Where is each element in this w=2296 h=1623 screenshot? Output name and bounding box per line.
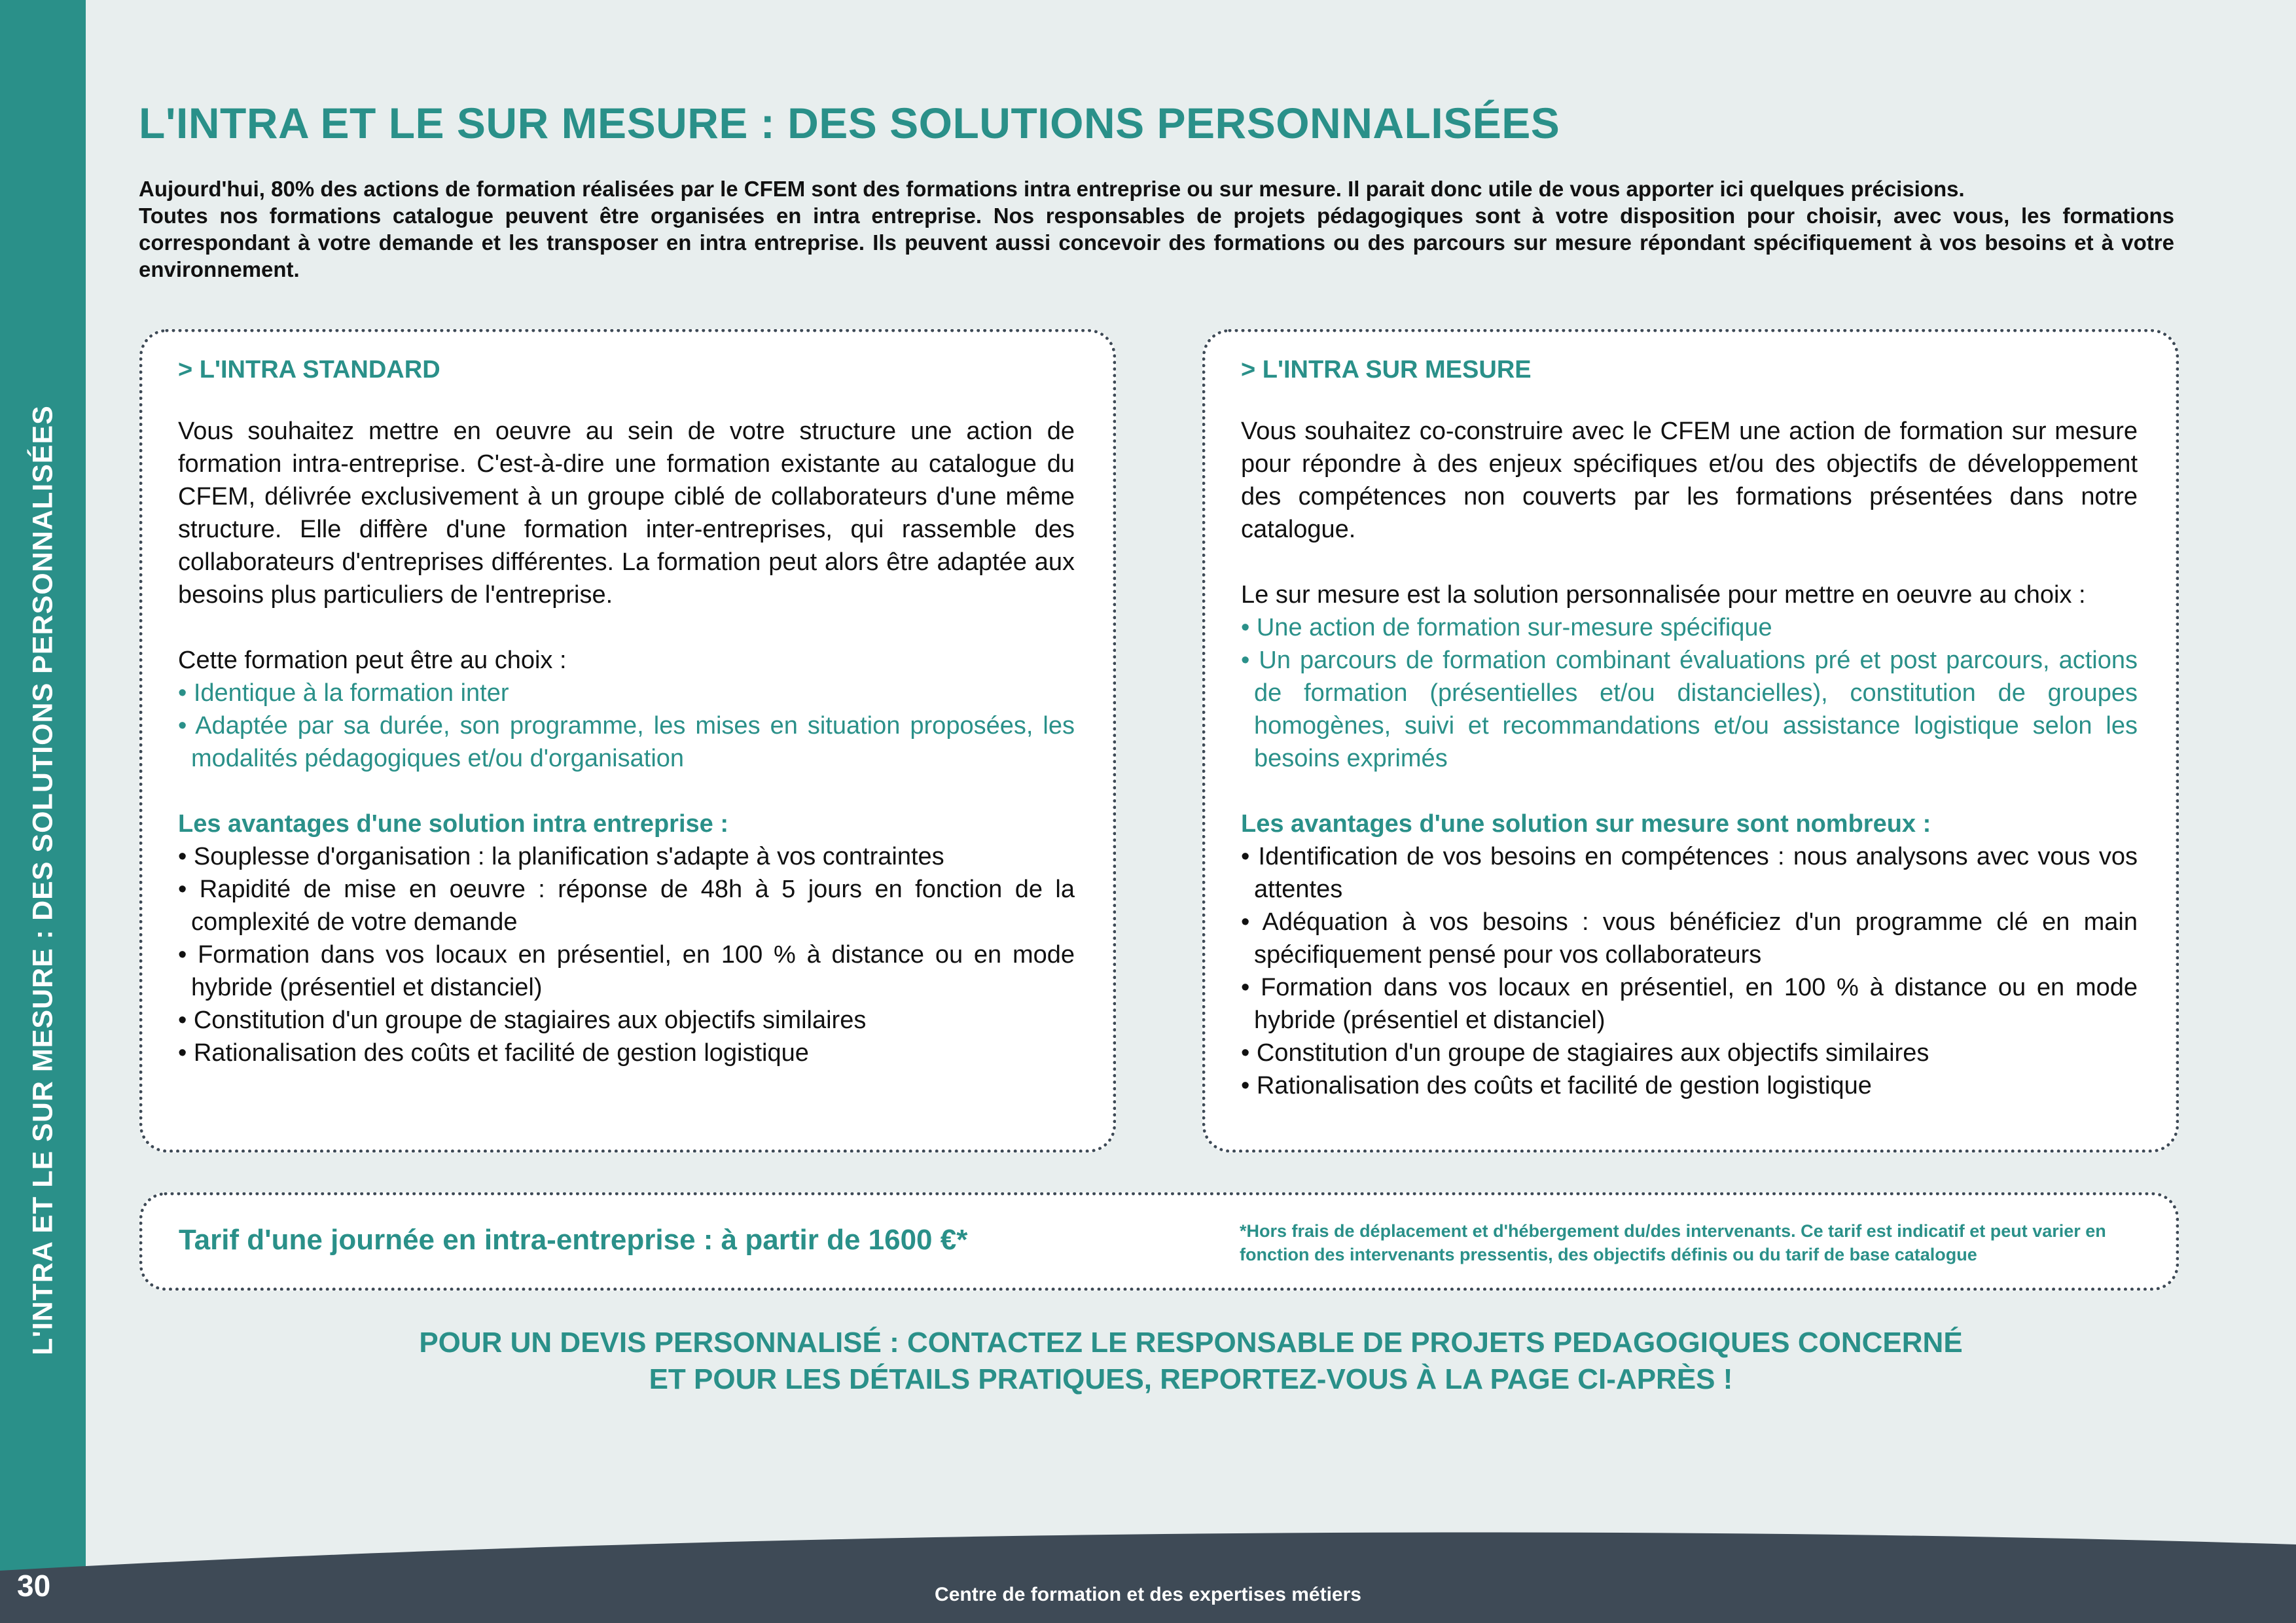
- list-item: • Constitution d'un groupe de stagiaires aux objectifs similaires: [1241, 1039, 1929, 1067]
- intro-text: [139, 175, 2174, 283]
- intra-sur-mesure-advantages: [1238, 840, 2138, 1102]
- page-number: 30: [17, 1569, 51, 1603]
- footer-band: [0, 1525, 2296, 1623]
- intra-sur-mesure-choices: [1238, 611, 2138, 775]
- tarif-note: *Hors frais de déplacement et d'hébergement du/des intervenants. Ce tarif est indicatif et peut varier en fonction des intervenants pressentis, des objectifs définis ou du tarif de base catalogue: [1240, 1221, 2106, 1264]
- intra-standard-choice-intro: Cette formation peut être au choix :: [178, 647, 567, 674]
- list-item: • Adéquation à vos besoins : vous bénéficiez d'un programme clé en main spécifiquement pensé pour vos collaborateurs: [1241, 908, 2138, 969]
- intra-standard-advantages: [175, 840, 1075, 1069]
- intro-line-2: Toutes nos formations catalogue peuvent être organisées en intra entreprise. Nos responsables de projets pédagogiques sont à votre disposition pour choisir, avec vous, les formations correspondant à votre demande et les transposer en intra entreprise. Ils peuvent aussi concevoir des formations ou des parcours sur mesure répondant spécifiquement à vos besoins et à votre environnement.: [139, 204, 2174, 281]
- cta-line-2: ET POUR LES DÉTAILS PRATIQUES, REPORTEZ-VOUS À LA PAGE CI-APRÈS !: [649, 1363, 1733, 1395]
- intro-line-1: Aujourd'hui, 80% des actions de formation réalisées par le CFEM sont des formations intra entreprise ou sur mesure. Il parait donc utile de vous apporter ici quelques précisions.: [139, 177, 1965, 201]
- intra-sur-mesure-paragraph: Vous souhaitez co-construire avec le CFEM une action de formation sur mesure pour répondre à des enjeux spécifiques et/ou des objectifs de développement des compétences non couverts par les formations présentées dans notre catalogue.: [1241, 418, 2138, 543]
- cta-line-1: POUR UN DEVIS PERSONNALISÉ : CONTACTEZ LE RESPONSABLE DE PROJETS PEDAGOGIQUES CONCERNÉ: [419, 1327, 1963, 1359]
- intra-sur-mesure-heading: > L'INTRA SUR MESURE: [1241, 356, 1532, 383]
- intra-standard-heading: > L'INTRA STANDARD: [178, 356, 440, 383]
- list-item: • Rationalisation des coûts et facilité de gestion logistique: [1241, 1072, 1872, 1099]
- list-item: • Un parcours de formation combinant évaluations pré et post parcours, actions de formation (présentielles et/ou distancielles), constitution de groupes homogènes, suivi et recommandations et/ou assistance logistique selon les besoins exprimés: [1241, 647, 2138, 772]
- page-title: L'INTRA ET LE SUR MESURE : DES SOLUTIONS PERSONNALISÉES: [139, 99, 1560, 147]
- call-to-action: [86, 1325, 2296, 1398]
- intra-standard-advantages-title: Les avantages d'une solution intra entreprise :: [178, 810, 729, 838]
- intra-sur-mesure-choice-intro: Le sur mesure est la solution personnalisée pour mettre en oeuvre au choix :: [1241, 581, 2086, 609]
- list-item: • Adaptée par sa durée, son programme, les mises en situation proposées, les modalités pédagogiques et/ou d'organisation: [178, 712, 1075, 772]
- list-item: • Constitution d'un groupe de stagiaires aux objectifs similaires: [178, 1007, 867, 1034]
- list-item: • Rapidité de mise en oeuvre : réponse de 48h à 5 jours en fonction de la complexité de votre demande: [178, 876, 1075, 936]
- tarif-label: Tarif d'une journée en intra-entreprise : à partir de 1600 €*: [179, 1224, 968, 1256]
- list-item: • Formation dans vos locaux en présentiel, en 100 % à distance ou en mode hybride (présentiel et distanciel): [1241, 974, 2138, 1034]
- sidebar-title: L'INTRA ET LE SUR MESURE : DES SOLUTIONS PERSONNALISÉES: [27, 405, 59, 1355]
- sidebar: [0, 0, 86, 1571]
- tarif-box: [139, 1192, 2179, 1291]
- list-item: • Souplesse d'organisation : la planification s'adapte à vos contraintes: [178, 843, 944, 870]
- list-item: • Identique à la formation inter: [178, 679, 509, 707]
- list-item: • Formation dans vos locaux en présentiel, en 100 % à distance ou en mode hybride (présentiel et distanciel): [178, 941, 1075, 1001]
- intra-sur-mesure-advantages-title: Les avantages d'une solution sur mesure sont nombreux :: [1241, 810, 1931, 838]
- list-item: • Rationalisation des coûts et facilité de gestion logistique: [178, 1039, 809, 1067]
- intra-standard-box: [139, 329, 1116, 1152]
- intra-standard-paragraph: Vous souhaitez mettre en oeuvre au sein de votre structure une action de formation intra-entreprise. C'est-à-dire une formation existante au catalogue du CFEM, délivrée exclusivement à un groupe ciblé de collaborateurs d'une même structure. Elle diffère d'une formation inter-entreprises, qui rassemble des collaborateurs d'entreprises différentes. La formation peut alors être adaptée aux besoins plus particuliers de l'entreprise.: [178, 418, 1075, 609]
- footer-text: Centre de formation et des expertises métiers: [935, 1584, 1361, 1605]
- list-item: • Une action de formation sur-mesure spécifique: [1241, 614, 1772, 641]
- intra-sur-mesure-box: [1202, 329, 2179, 1152]
- list-item: • Identification de vos besoins en compétences : nous analysons avec vous vos attentes: [1241, 843, 2138, 903]
- intra-standard-choices: [175, 677, 1075, 775]
